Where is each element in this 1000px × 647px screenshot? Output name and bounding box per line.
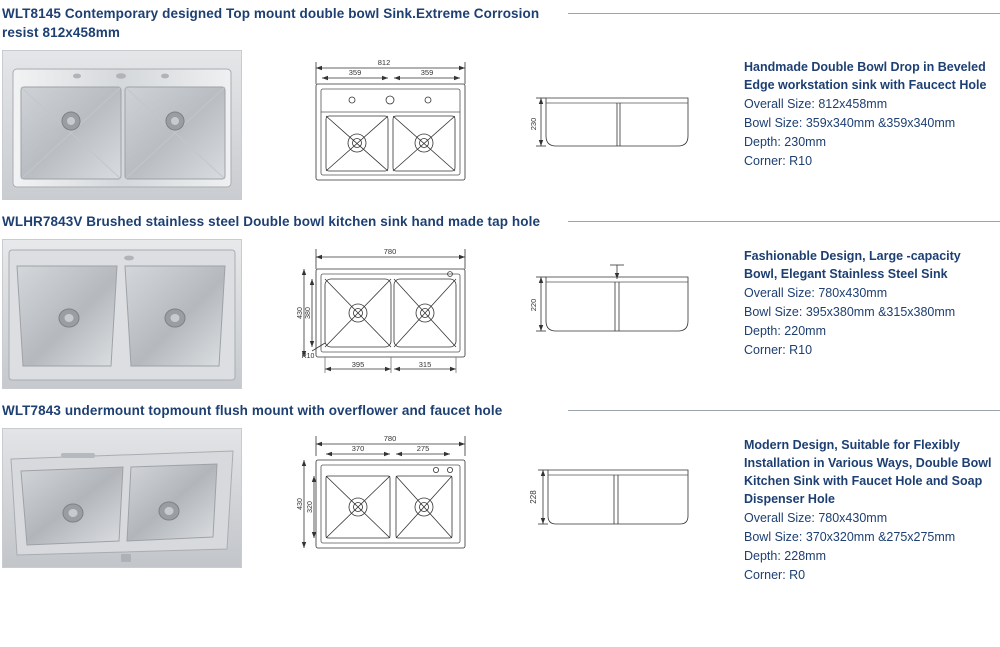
product-3-side-view-drawing xyxy=(510,428,740,573)
product-3-photo-cell xyxy=(0,428,260,568)
product-1-heading-row xyxy=(0,4,1000,42)
product-3-heading-row xyxy=(0,401,1000,420)
product-2-side-view-drawing xyxy=(510,239,740,389)
product-2-spec-title: Fashionable Design, Large -capacity Bowl, Elegant Stainless Steel Sink xyxy=(744,249,961,281)
p3-height-outer-label: 430 xyxy=(297,498,304,510)
product-1-side-view-drawing xyxy=(510,50,740,200)
p2-bowl-right-label: 315 xyxy=(418,360,432,369)
product-2-photo xyxy=(2,239,242,389)
product-1-spec-depth: Depth: 230mm xyxy=(744,135,826,149)
heading-divider xyxy=(568,221,1000,222)
p1-overall-width-label: 812 xyxy=(377,58,391,67)
product-1-spec-cell xyxy=(740,50,995,171)
p2-height-outer-label: 430 xyxy=(297,307,304,319)
product-1-title: WLT8145 Contemporary designed Top mount double bowl Sink.Extreme Corrosion resist 812x458mm xyxy=(2,6,540,40)
product-2-spec-cell xyxy=(740,239,995,360)
p2-bowl-left-label: 395 xyxy=(351,360,365,369)
product-3-top-view-drawing xyxy=(260,428,510,573)
product-2-top-view-drawing xyxy=(260,239,510,389)
product-3-spec-overall: Overall Size: 780x430mm xyxy=(744,511,888,525)
product-1-spec-title: Handmade Double Bowl Drop in Beveled Edge workstation sink with Faucect Hole xyxy=(744,60,987,92)
product-3-photo xyxy=(2,428,242,568)
product-row-2 xyxy=(0,200,1000,389)
product-3-title: WLT7843 undermount topmount flush mount with overflower and faucet hole xyxy=(2,403,503,418)
product-1-body xyxy=(0,50,1000,200)
product-row-1 xyxy=(0,0,1000,200)
p2-corner-label: R10 xyxy=(301,353,315,360)
p2-overall-width-label: 780 xyxy=(383,247,397,256)
p1-bowl-left-label: 359 xyxy=(348,68,362,77)
product-1-spec-bowl: Bowl Size: 359x340mm &359x340mm xyxy=(744,116,956,130)
p1-depth-label: 230 xyxy=(529,117,538,131)
product-2-heading-row xyxy=(0,212,1000,231)
product-2-body xyxy=(0,239,1000,389)
product-1-top-view-drawing xyxy=(260,50,510,200)
product-1-spec-overall: Overall Size: 812x458mm xyxy=(744,97,888,111)
product-2-spec-bowl: Bowl Size: 395x380mm &315x380mm xyxy=(744,305,956,319)
p2-height-inner-label: 380 xyxy=(305,307,312,319)
product-2-spec-corner: Corner: R10 xyxy=(744,343,813,357)
product-1-spec-corner: Corner: R10 xyxy=(744,154,813,168)
p3-overall-width-label: 780 xyxy=(383,434,397,443)
product-1-photo xyxy=(2,50,242,200)
p2-depth-label: 220 xyxy=(529,298,538,312)
product-1-photo-cell xyxy=(0,50,260,200)
product-2-photo-cell xyxy=(0,239,260,389)
heading-divider xyxy=(568,13,1000,14)
p3-height-inner-label: 320 xyxy=(307,501,314,513)
product-3-spec-title: Modern Design, Suitable for Flexibly Installation in Various Ways, Double Bowl Kitchen Sink with Faucet Hole and Soap Dispenser Hole xyxy=(744,438,992,506)
product-3-spec-corner: Corner: R0 xyxy=(744,568,806,582)
product-3-spec-bowl: Bowl Size: 370x320mm &275x275mm xyxy=(744,530,956,544)
heading-divider xyxy=(568,410,1000,411)
product-2-spec-overall: Overall Size: 780x430mm xyxy=(744,286,888,300)
p3-bowl-right-label: 275 xyxy=(416,444,430,453)
product-3-spec-depth: Depth: 228mm xyxy=(744,549,826,563)
product-3-spec-cell xyxy=(740,428,995,585)
product-row-3 xyxy=(0,389,1000,585)
product-2-spec-depth: Depth: 220mm xyxy=(744,324,826,338)
product-3-body xyxy=(0,428,1000,585)
p3-bowl-left-label: 370 xyxy=(351,444,365,453)
p3-depth-label: 228 xyxy=(529,490,538,504)
p1-bowl-right-label: 359 xyxy=(420,68,434,77)
product-2-title: WLHR7843V Brushed stainless steel Double bowl kitchen sink hand made tap hole xyxy=(2,214,541,229)
